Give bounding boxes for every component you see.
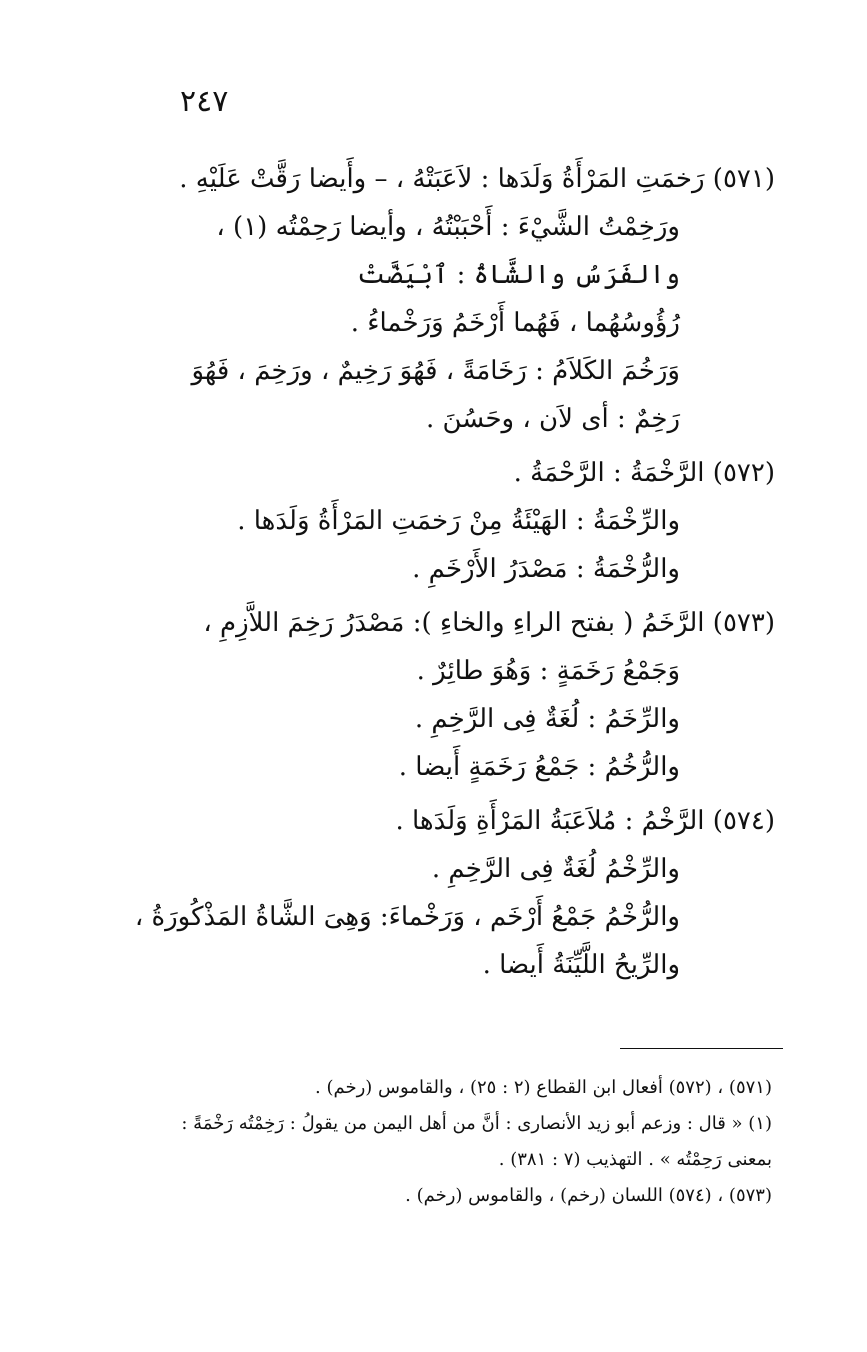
entry-line: (٥٧٣) الرَّخَمُ ( بفتح الراءِ والخاءِ ): مَصْدَرُ رَخِمَ اللاَّزِمِ ، [203,608,775,638]
entry-573 [110,599,775,791]
entry-572 [110,449,775,593]
entry-574 [110,797,775,989]
entry-line: رَخِمٌ : أى لاَن ، وحَسُنَ . [425,404,680,434]
entry-line: رُؤُوسُهُما ، فَهُما أَرْخَمُ وَرَخْماءُ . [350,308,680,338]
entry-571 [110,155,775,443]
entry-line: (٥٧٢) الرَّخْمَةُ : الرَّحْمَةُ . [513,458,775,488]
entry-line: (٥٧١) رَخمَتِ المَرْأَةُ وَلَدَها : لاَعَبَتْهُ ، – وأَيضا رَقَّتْ عَلَيْهِ . [179,164,775,194]
footnotes [60,1070,772,1214]
entry-line: والرُّخْمَةُ : مَصْدَرُ الأَرْخَمِ . [412,554,680,584]
entry-line: والرُّخْمُ جَمْعُ أَرْخَم ، وَرَخْماءَ: وَهِىَ الشَّاةُ المَذْكُورَةُ ، [134,902,680,932]
entry-line: والرُّخُمُ : جَمْعُ رَخَمَةٍ أَيضا . [398,752,680,782]
entry-line: والرِّخَمُ : لُغَةٌ فِى الرَّخِمِ . [414,704,680,734]
footnote-line: (٥٧١) ، (٥٧٢) أفعال ابن القطاع (٢ : ٢٥) ، والقاموس (رخم) . [315,1077,772,1098]
entry-line: والفَرَسُ والشَّاةُ : ٱبْيَضَّتْ [356,260,680,290]
footnote-line: بمعنى رَحِمْتُه » . التهذيب (٧ : ٣٨١) . [498,1149,772,1170]
footnote-line: (٥٧٣) ، (٥٧٤) اللسان (رخم) ، والقاموس (رخم) . [405,1185,772,1206]
footnote-divider [620,1048,783,1049]
entry-line: وَرَخُمَ الكَلاَمُ : رَخَامَةً ، فَهُوَ رَخِيمٌ ، ورَخِمَ ، فَهُوَ [191,356,680,386]
entry-line: والرِّخْمُ لُغَةٌ فِى الرَّخِمِ . [431,854,680,884]
entry-line: والرِّخْمَةُ : الهَيْئَةُ مِنْ رَخمَتِ المَرْأَةُ وَلَدَها . [237,506,680,536]
main-text [110,155,775,995]
entry-line: وَجَمْعُ رَخَمَةٍ : وَهُوَ طائِرٌ . [416,656,680,686]
entry-line: ورَخِمْتُ الشَّيْءَ : أَحْبَبْتُهُ ، وأيضا رَحِمْتُه (١) ، [216,212,680,242]
page-number: ٢٤٧ [180,84,229,119]
footnote-line: (١) « قال : وزعم أبو زيد الأنصارى : أنَّ من أهل اليمن من يقولُ : رَخِمْتُه رَخْمَةً : [181,1113,772,1134]
entry-line: (٥٧٤) الرَّخْمُ : مُلاَعَبَةُ المَرْأَةِ وَلَدَها . [395,806,775,836]
entry-line: والرِّيحُ اللَّيِّنَةُ أَيضا . [482,950,680,980]
